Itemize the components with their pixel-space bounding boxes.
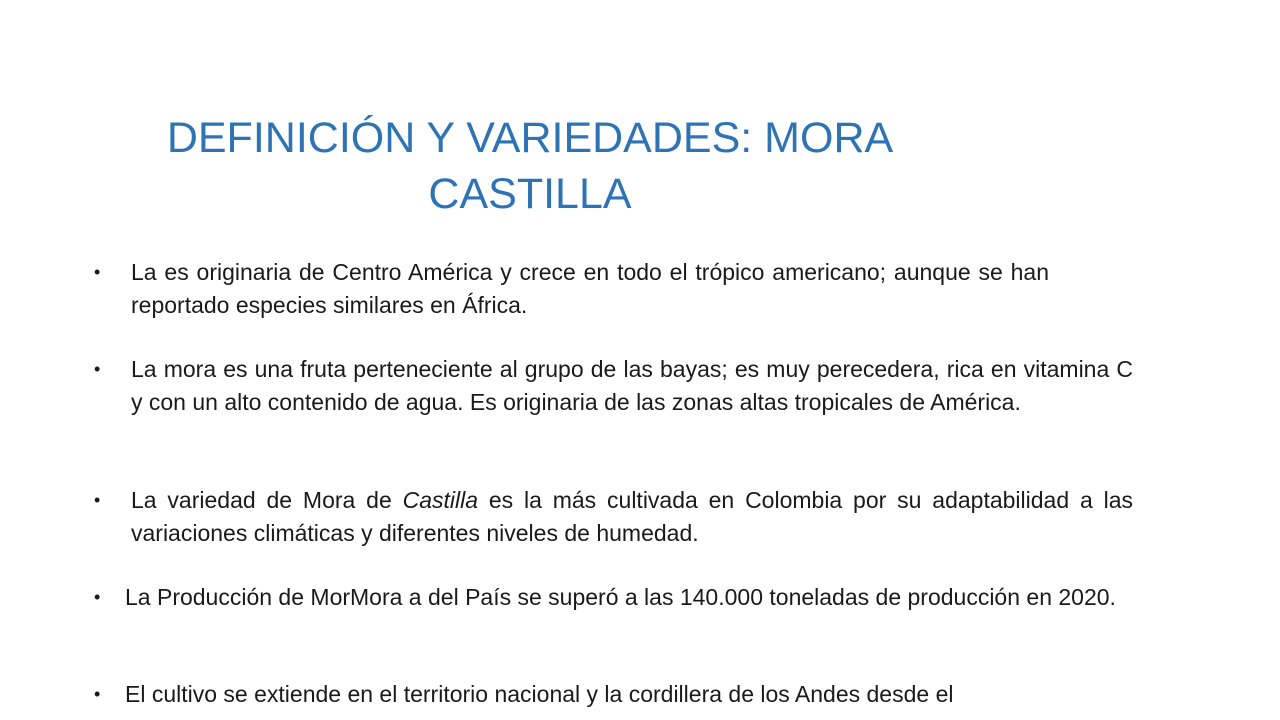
bullet-text-start: La variedad de Mora de bbox=[131, 487, 403, 513]
bullet-text: La es originaria de Centro América y crece en todo el trópico americano; aunque se han reportado especies similares en África. bbox=[131, 259, 1049, 318]
bullet-text-end: es la más cultivada en Colombia por su adaptabilidad a las variaciones climáticas y diferentes niveles de humedad. bbox=[131, 487, 1133, 546]
slide-title bbox=[100, 110, 960, 222]
slide-title-line-2: CASTILLA bbox=[428, 170, 632, 218]
slide-title-line-1: DEFINICIÓN Y VARIEDADES: MORA bbox=[166, 114, 894, 162]
bullet-dot: • bbox=[94, 684, 101, 704]
bullet-text: La Producción de MorMora a del País se superó a las 140.000 toneladas de producción en 2020. bbox=[125, 584, 1116, 610]
bullet-cultivation bbox=[94, 678, 1133, 711]
bullet-text: El cultivo se extiende en el territorio nacional y la cordillera de los Andes desde el bbox=[125, 681, 954, 707]
bullet-dot: • bbox=[94, 587, 101, 607]
bullet-dot: • bbox=[94, 490, 101, 510]
bullet-dot: • bbox=[94, 359, 101, 379]
bullet-text: La mora es una fruta perteneciente al grupo de las bayas; es muy perecedera, rica en vitamina C y con un alto contenido de agua. Es originaria de las zonas altas tropicales de América. bbox=[131, 356, 1133, 415]
bullet-text bbox=[131, 484, 1133, 550]
bullet-castilla-variety bbox=[94, 484, 1133, 550]
bullet-fruit-description bbox=[94, 353, 1133, 419]
bullet-text-italic: Castilla bbox=[402, 487, 479, 513]
bullet-origin bbox=[94, 256, 1049, 322]
bullet-dot: • bbox=[94, 262, 101, 282]
bullet-production bbox=[94, 581, 1133, 614]
